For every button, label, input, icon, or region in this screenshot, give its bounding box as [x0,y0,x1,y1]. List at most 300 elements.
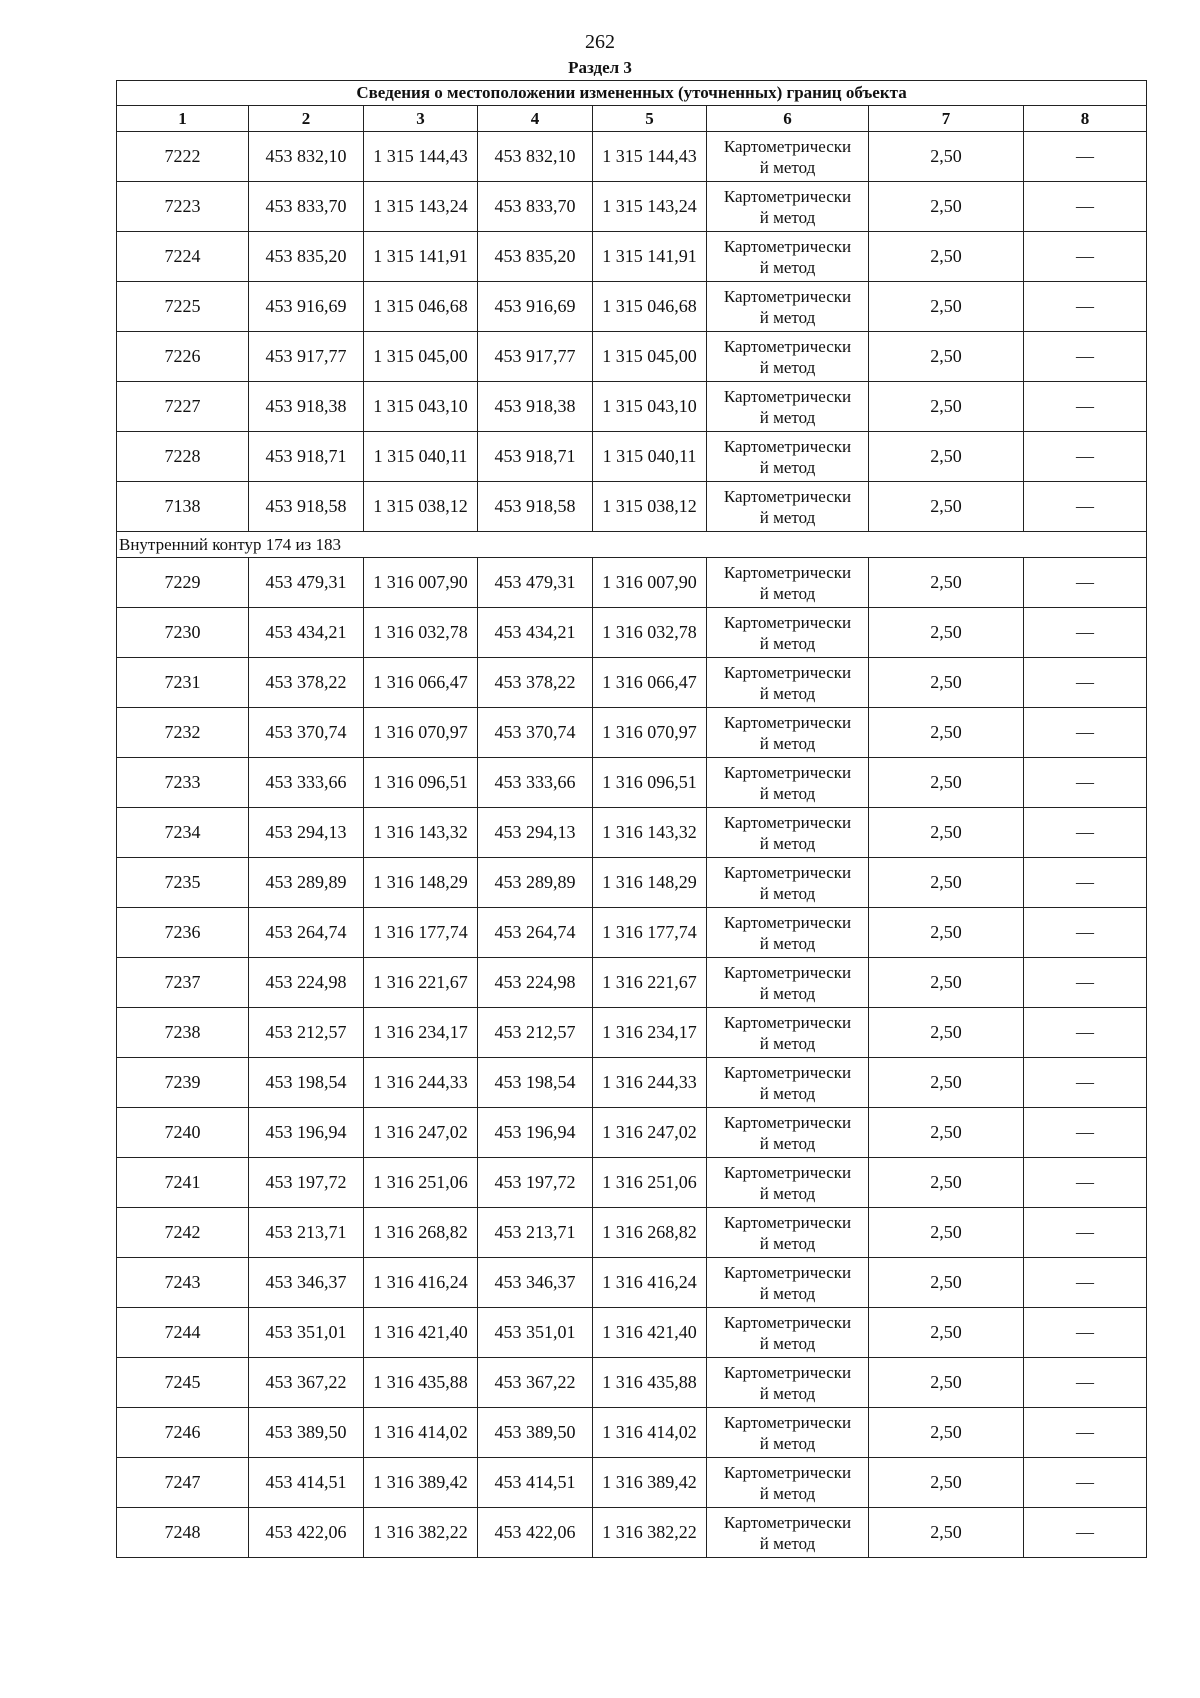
table-row [117,1508,1147,1558]
table-row [117,558,1147,608]
y-existing: 1 315 045,00 [364,332,478,382]
table-row [117,382,1147,432]
table-row [117,1158,1147,1208]
method-label: Картометрически [723,662,852,682]
column-number: 8 [1024,106,1147,132]
x-new: 453 918,71 [478,432,593,482]
method-label: Картометрически [723,1212,852,1232]
y-new: 1 315 040,11 [593,432,707,482]
method-label: й метод [759,983,816,1003]
x-existing: 453 434,21 [249,608,364,658]
method-cell [707,232,869,282]
point-number: 7246 [117,1408,249,1458]
point-number: 7232 [117,708,249,758]
table-row [117,1208,1147,1258]
y-new: 1 316 247,02 [593,1108,707,1158]
y-new: 1 316 221,67 [593,958,707,1008]
x-new: 453 224,98 [478,958,593,1008]
x-new: 453 367,22 [478,1358,593,1408]
accuracy: 2,50 [869,332,1024,382]
table-row [117,282,1147,332]
accuracy: 2,50 [869,708,1024,758]
method-label: Картометрически [723,1312,852,1332]
accuracy: 2,50 [869,1508,1024,1558]
dash-cell: — [1024,858,1147,908]
y-new: 1 315 141,91 [593,232,707,282]
method-cell [707,858,869,908]
y-new: 1 316 032,78 [593,608,707,658]
method-label: й метод [759,1433,816,1453]
table-row [117,758,1147,808]
point-number: 7247 [117,1458,249,1508]
x-new: 453 370,74 [478,708,593,758]
accuracy: 2,50 [869,1008,1024,1058]
x-existing: 453 294,13 [249,808,364,858]
y-existing: 1 316 251,06 [364,1158,478,1208]
dash-cell: — [1024,232,1147,282]
column-number: 3 [364,106,478,132]
method-label: й метод [759,583,816,603]
y-new: 1 316 244,33 [593,1058,707,1108]
dash-cell: — [1024,658,1147,708]
x-new: 453 333,66 [478,758,593,808]
y-new: 1 316 389,42 [593,1458,707,1508]
dash-cell: — [1024,758,1147,808]
y-existing: 1 316 096,51 [364,758,478,808]
table-row [117,482,1147,532]
x-existing: 453 367,22 [249,1358,364,1408]
method-label: й метод [759,783,816,803]
accuracy: 2,50 [869,1208,1024,1258]
method-label: Картометрически [723,612,852,632]
x-existing: 453 197,72 [249,1158,364,1208]
method-label: Картометрически [723,1012,852,1032]
y-new: 1 315 046,68 [593,282,707,332]
contour-label: Внутренний контур 174 из 183 [117,532,1147,558]
y-existing: 1 316 416,24 [364,1258,478,1308]
y-existing: 1 316 234,17 [364,1008,478,1058]
accuracy: 2,50 [869,432,1024,482]
method-cell [707,282,869,332]
x-new: 453 479,31 [478,558,593,608]
x-existing: 453 422,06 [249,1508,364,1558]
y-new: 1 316 382,22 [593,1508,707,1558]
x-new: 453 918,58 [478,482,593,532]
x-new: 453 289,89 [478,858,593,908]
contour-row [117,532,1147,558]
point-number: 7233 [117,758,249,808]
method-cell [707,1458,869,1508]
y-new: 1 315 043,10 [593,382,707,432]
point-number: 7230 [117,608,249,658]
accuracy: 2,50 [869,1308,1024,1358]
method-label: й метод [759,933,816,953]
method-label: й метод [759,733,816,753]
method-label: Картометрически [723,1112,852,1132]
x-existing: 453 832,10 [249,132,364,182]
dash-cell: — [1024,1058,1147,1108]
method-label: й метод [759,157,816,177]
method-label: й метод [759,1533,816,1553]
table-row [117,332,1147,382]
y-existing: 1 316 143,32 [364,808,478,858]
method-label: й метод [759,1483,816,1503]
point-number: 7243 [117,1258,249,1308]
method-label: Картометрически [723,286,852,306]
x-new: 453 833,70 [478,182,593,232]
y-new: 1 316 416,24 [593,1258,707,1308]
method-label: Картометрически [723,562,852,582]
method-cell [707,1308,869,1358]
point-number: 7236 [117,908,249,958]
y-existing: 1 316 066,47 [364,658,478,708]
x-existing: 453 916,69 [249,282,364,332]
x-new: 453 917,77 [478,332,593,382]
dash-cell: — [1024,1458,1147,1508]
method-cell [707,332,869,382]
method-label: Картометрически [723,1462,852,1482]
method-label: й метод [759,1183,816,1203]
point-number: 7228 [117,432,249,482]
point-number: 7222 [117,132,249,182]
method-cell [707,1508,869,1558]
method-label: й метод [759,1283,816,1303]
method-label: Картометрически [723,962,852,982]
point-number: 7238 [117,1008,249,1058]
method-label: й метод [759,883,816,903]
dash-cell: — [1024,1208,1147,1258]
method-label: й метод [759,407,816,427]
y-new: 1 316 070,97 [593,708,707,758]
method-label: Картометрически [723,1512,852,1532]
y-existing: 1 316 414,02 [364,1408,478,1458]
x-new: 453 378,22 [478,658,593,708]
coordinates-table [116,80,1147,1558]
table-row [117,658,1147,708]
x-existing: 453 212,57 [249,1008,364,1058]
point-number: 7229 [117,558,249,608]
dash-cell: — [1024,1308,1147,1358]
table-row [117,1058,1147,1108]
x-existing: 453 264,74 [249,908,364,958]
method-label: Картометрически [723,386,852,406]
point-number: 7227 [117,382,249,432]
method-label: й метод [759,457,816,477]
table-row [117,708,1147,758]
table-row [117,608,1147,658]
method-label: Картометрически [723,486,852,506]
x-new: 453 835,20 [478,232,593,282]
column-number: 2 [249,106,364,132]
method-cell [707,132,869,182]
y-existing: 1 315 046,68 [364,282,478,332]
dash-cell: — [1024,808,1147,858]
accuracy: 2,50 [869,1108,1024,1158]
y-existing: 1 315 141,91 [364,232,478,282]
dash-cell: — [1024,1158,1147,1208]
method-label: й метод [759,683,816,703]
accuracy: 2,50 [869,132,1024,182]
method-label: Картометрически [723,912,852,932]
x-existing: 453 346,37 [249,1258,364,1308]
y-existing: 1 316 435,88 [364,1358,478,1408]
method-label: й метод [759,633,816,653]
method-cell [707,658,869,708]
dash-cell: — [1024,282,1147,332]
method-cell [707,1058,869,1108]
accuracy: 2,50 [869,1258,1024,1308]
accuracy: 2,50 [869,182,1024,232]
column-number-row [117,106,1147,132]
x-new: 453 213,71 [478,1208,593,1258]
x-new: 453 212,57 [478,1008,593,1058]
point-number: 7224 [117,232,249,282]
x-existing: 453 918,58 [249,482,364,532]
table-row [117,132,1147,182]
table-row [117,1008,1147,1058]
section-title: Раздел 3 [568,58,632,77]
accuracy: 2,50 [869,658,1024,708]
method-label: Картометрически [723,1412,852,1432]
method-cell [707,708,869,758]
y-new: 1 316 177,74 [593,908,707,958]
y-new: 1 315 144,43 [593,132,707,182]
x-existing: 453 918,71 [249,432,364,482]
table-row [117,1458,1147,1508]
method-label: й метод [759,307,816,327]
table-row [117,858,1147,908]
point-number: 7244 [117,1308,249,1358]
x-new: 453 198,54 [478,1058,593,1108]
accuracy: 2,50 [869,758,1024,808]
x-new: 453 422,06 [478,1508,593,1558]
dash-cell: — [1024,708,1147,758]
method-cell [707,758,869,808]
dash-cell: — [1024,1508,1147,1558]
x-new: 453 197,72 [478,1158,593,1208]
method-label: Картометрически [723,436,852,456]
x-existing: 453 479,31 [249,558,364,608]
x-new: 453 916,69 [478,282,593,332]
method-cell [707,1158,869,1208]
point-number: 7241 [117,1158,249,1208]
dash-cell: — [1024,908,1147,958]
column-number: 4 [478,106,593,132]
method-label: й метод [759,207,816,227]
y-new: 1 316 148,29 [593,858,707,908]
y-new: 1 315 045,00 [593,332,707,382]
table-row [117,1308,1147,1358]
method-label: Картометрически [723,1162,852,1182]
x-existing: 453 835,20 [249,232,364,282]
x-existing: 453 213,71 [249,1208,364,1258]
table-body [117,132,1147,1558]
y-existing: 1 316 421,40 [364,1308,478,1358]
y-existing: 1 316 244,33 [364,1058,478,1108]
method-label: й метод [759,1033,816,1053]
table-caption-row [117,81,1147,106]
dash-cell: — [1024,1258,1147,1308]
x-new: 453 389,50 [478,1408,593,1458]
y-new: 1 316 268,82 [593,1208,707,1258]
table-row [117,182,1147,232]
column-number: 1 [117,106,249,132]
method-cell [707,482,869,532]
y-existing: 1 315 143,24 [364,182,478,232]
point-number: 7240 [117,1108,249,1158]
method-label: й метод [759,1083,816,1103]
method-label: Картометрически [723,1362,852,1382]
point-number: 7239 [117,1058,249,1108]
y-existing: 1 315 040,11 [364,432,478,482]
y-new: 1 315 038,12 [593,482,707,532]
dash-cell: — [1024,1358,1147,1408]
x-existing: 453 289,89 [249,858,364,908]
y-new: 1 316 066,47 [593,658,707,708]
point-number: 7138 [117,482,249,532]
method-label: й метод [759,1333,816,1353]
point-number: 7225 [117,282,249,332]
table-row [117,958,1147,1008]
y-existing: 1 316 247,02 [364,1108,478,1158]
x-new: 453 918,38 [478,382,593,432]
dash-cell: — [1024,608,1147,658]
accuracy: 2,50 [869,282,1024,332]
point-number: 7242 [117,1208,249,1258]
method-cell [707,182,869,232]
method-cell [707,1108,869,1158]
method-label: й метод [759,1383,816,1403]
y-existing: 1 316 389,42 [364,1458,478,1508]
table-row [117,1408,1147,1458]
y-new: 1 315 143,24 [593,182,707,232]
y-existing: 1 316 177,74 [364,908,478,958]
method-cell [707,1358,869,1408]
method-cell [707,608,869,658]
accuracy: 2,50 [869,1458,1024,1508]
method-label: Картометрически [723,236,852,256]
method-label: Картометрически [723,1262,852,1282]
table-row [117,908,1147,958]
y-existing: 1 316 268,82 [364,1208,478,1258]
column-number: 6 [707,106,869,132]
method-label: Картометрически [723,136,852,156]
accuracy: 2,50 [869,382,1024,432]
accuracy: 2,50 [869,1158,1024,1208]
y-new: 1 316 096,51 [593,758,707,808]
column-number: 5 [593,106,707,132]
x-new: 453 264,74 [478,908,593,958]
method-cell [707,382,869,432]
method-cell [707,908,869,958]
y-new: 1 316 421,40 [593,1308,707,1358]
y-existing: 1 316 382,22 [364,1508,478,1558]
method-label: й метод [759,1233,816,1253]
y-existing: 1 315 043,10 [364,382,478,432]
dash-cell: — [1024,382,1147,432]
y-existing: 1 316 070,97 [364,708,478,758]
method-label: Картометрически [723,336,852,356]
accuracy: 2,50 [869,482,1024,532]
x-existing: 453 370,74 [249,708,364,758]
page-number: 262 [585,31,615,53]
y-existing: 1 315 144,43 [364,132,478,182]
method-cell [707,558,869,608]
dash-cell: — [1024,132,1147,182]
y-existing: 1 316 032,78 [364,608,478,658]
x-existing: 453 389,50 [249,1408,364,1458]
accuracy: 2,50 [869,858,1024,908]
dash-cell: — [1024,1408,1147,1458]
y-new: 1 316 414,02 [593,1408,707,1458]
table-row [117,808,1147,858]
table-row [117,1258,1147,1308]
x-existing: 453 198,54 [249,1058,364,1108]
x-existing: 453 378,22 [249,658,364,708]
method-label: Картометрически [723,762,852,782]
y-existing: 1 316 148,29 [364,858,478,908]
y-existing: 1 316 221,67 [364,958,478,1008]
dash-cell: — [1024,482,1147,532]
x-new: 453 414,51 [478,1458,593,1508]
x-new: 453 294,13 [478,808,593,858]
method-label: Картометрически [723,1062,852,1082]
x-new: 453 346,37 [478,1258,593,1308]
accuracy: 2,50 [869,232,1024,282]
x-new: 453 832,10 [478,132,593,182]
x-existing: 453 351,01 [249,1308,364,1358]
dash-cell: — [1024,558,1147,608]
x-new: 453 196,94 [478,1108,593,1158]
y-new: 1 316 234,17 [593,1008,707,1058]
point-number: 7234 [117,808,249,858]
dash-cell: — [1024,1008,1147,1058]
y-new: 1 316 007,90 [593,558,707,608]
x-existing: 453 414,51 [249,1458,364,1508]
method-label: й метод [759,257,816,277]
y-new: 1 316 143,32 [593,808,707,858]
x-existing: 453 833,70 [249,182,364,232]
method-label: й метод [759,833,816,853]
method-cell [707,958,869,1008]
method-label: й метод [759,1133,816,1153]
point-number: 7237 [117,958,249,1008]
point-number: 7248 [117,1508,249,1558]
method-label: Картометрически [723,812,852,832]
table-caption: Сведения о местоположении измененных (уточненных) границ объекта [117,81,1147,106]
y-new: 1 316 251,06 [593,1158,707,1208]
method-label: Картометрически [723,862,852,882]
y-existing: 1 316 007,90 [364,558,478,608]
method-cell [707,432,869,482]
table-row [117,432,1147,482]
column-number: 7 [869,106,1024,132]
method-cell [707,808,869,858]
dash-cell: — [1024,1108,1147,1158]
point-number: 7223 [117,182,249,232]
point-number: 7245 [117,1358,249,1408]
table-row [117,1358,1147,1408]
x-existing: 453 918,38 [249,382,364,432]
table-row [117,232,1147,282]
method-cell [707,1208,869,1258]
x-new: 453 351,01 [478,1308,593,1358]
dash-cell: — [1024,958,1147,1008]
method-cell [707,1258,869,1308]
point-number: 7226 [117,332,249,382]
x-existing: 453 917,77 [249,332,364,382]
table-row [117,1108,1147,1158]
